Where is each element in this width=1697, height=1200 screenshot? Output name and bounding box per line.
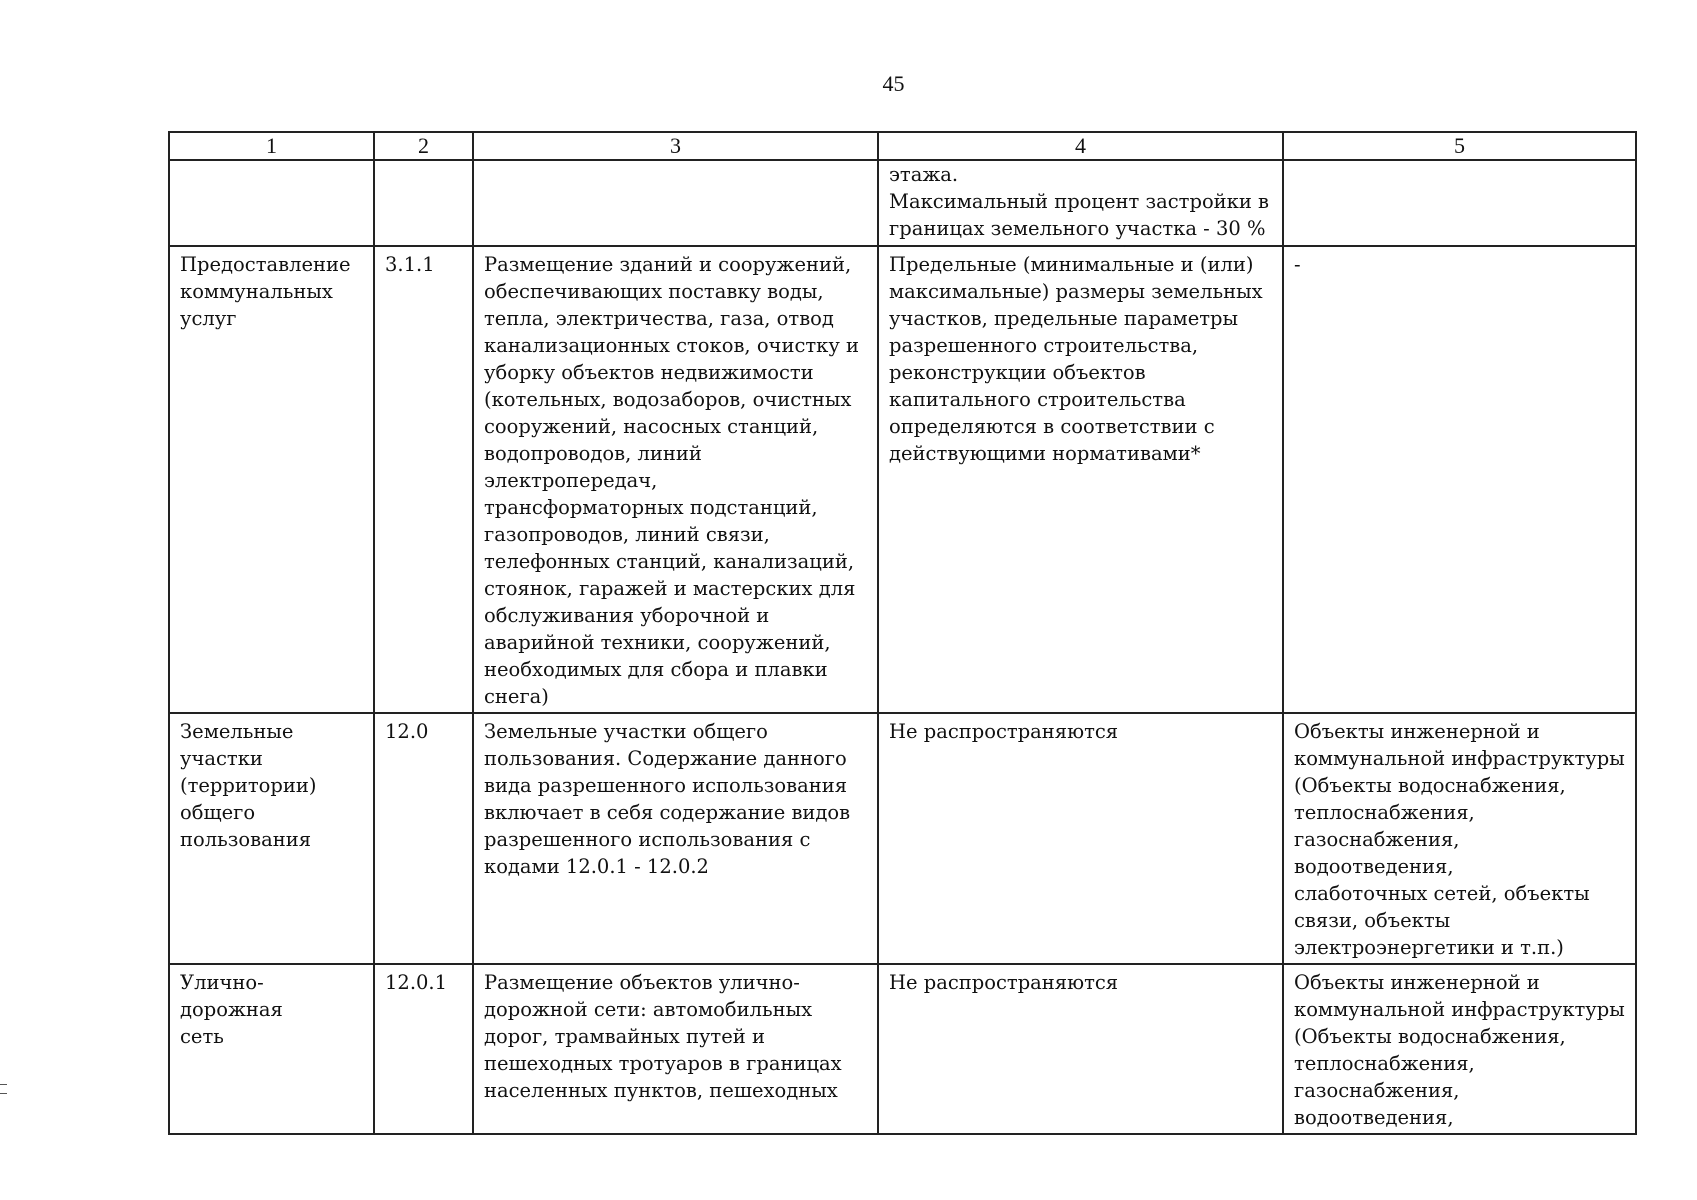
- column-header-3: 3: [473, 132, 878, 160]
- column-header-5: 5: [1283, 132, 1636, 160]
- page-number: 45: [882, 71, 905, 96]
- cell-code: 12.0: [374, 713, 473, 964]
- cell-restrictions: -: [1283, 246, 1636, 713]
- cell-restrictions: Объекты инженерной и коммунальной инфраструктуры (Объекты водоснабжения, теплоснабжения, газоснабжения, водоотведения, слаботочных сетей, объекты связи, объекты электроэнергетики и т.п.): [1283, 713, 1636, 964]
- cell-description: Размещение зданий и сооружений, обеспечивающих поставку воды, тепла, электричества, газа, отвод канализационных стоков, очистку и уборку объектов недвижимости (котельных, водозаборов, очистных сооружений, насосных станций, водопроводов, линий электропередач, трансформаторных подстанций, газопроводов, линий связи, телефонных станций, канализаций, стоянок, гаражей и мастерских для обслуживания уборочной и аварийной техники, сооружений, необходимых для сбора и плавки снега): [473, 246, 878, 713]
- table-row: [169, 246, 1636, 713]
- table-row: [169, 713, 1636, 964]
- cell-code: [374, 160, 473, 246]
- cell-parameters: Не распространяются: [878, 713, 1283, 964]
- cell-parameters: Не распространяются: [878, 964, 1283, 1134]
- cell-code: 12.0.1: [374, 964, 473, 1134]
- table-row: [169, 160, 1636, 246]
- cell-description: Земельные участки общего пользования. Содержание данного вида разрешенного использования включает в себя содержание видов разрешенного использования с кодами 12.0.1 - 12.0.2: [473, 713, 878, 964]
- column-header-1: 1: [169, 132, 374, 160]
- column-header-2: 2: [374, 132, 473, 160]
- cell-restrictions: [1283, 160, 1636, 246]
- cell-parameters: Предельные (минимальные и (или) максимальные) размеры земельных участков, предельные параметры разрешенного строительства, реконструкции объектов капитального строительства определяются в соответствии с действующими нормативами*: [878, 246, 1283, 713]
- margin-mark: [0, 1084, 7, 1094]
- cell-parameters: этажа. Максимальный процент застройки в границах земельного участка - 30 %: [878, 160, 1283, 246]
- cell-name: [169, 160, 374, 246]
- cell-restrictions: Объекты инженерной и коммунальной инфраструктуры (Объекты водоснабжения, теплоснабжения, газоснабжения, водоотведения,: [1283, 964, 1636, 1134]
- cell-description: [473, 160, 878, 246]
- column-header-4: 4: [878, 132, 1283, 160]
- cell-name: Предоставление коммунальных услуг: [169, 246, 374, 713]
- land-use-table: [168, 131, 1637, 1135]
- table-header-row: [169, 132, 1636, 160]
- table-row: [169, 964, 1636, 1134]
- cell-name: Улично-дорожная сеть: [169, 964, 374, 1134]
- cell-name: Земельные участки (территории) общего пользования: [169, 713, 374, 964]
- cell-code: 3.1.1: [374, 246, 473, 713]
- cell-description: Размещение объектов улично- дорожной сети: автомобильных дорог, трамвайных путей и пешеходных тротуаров в границах населенных пунктов, пешеходных: [473, 964, 878, 1134]
